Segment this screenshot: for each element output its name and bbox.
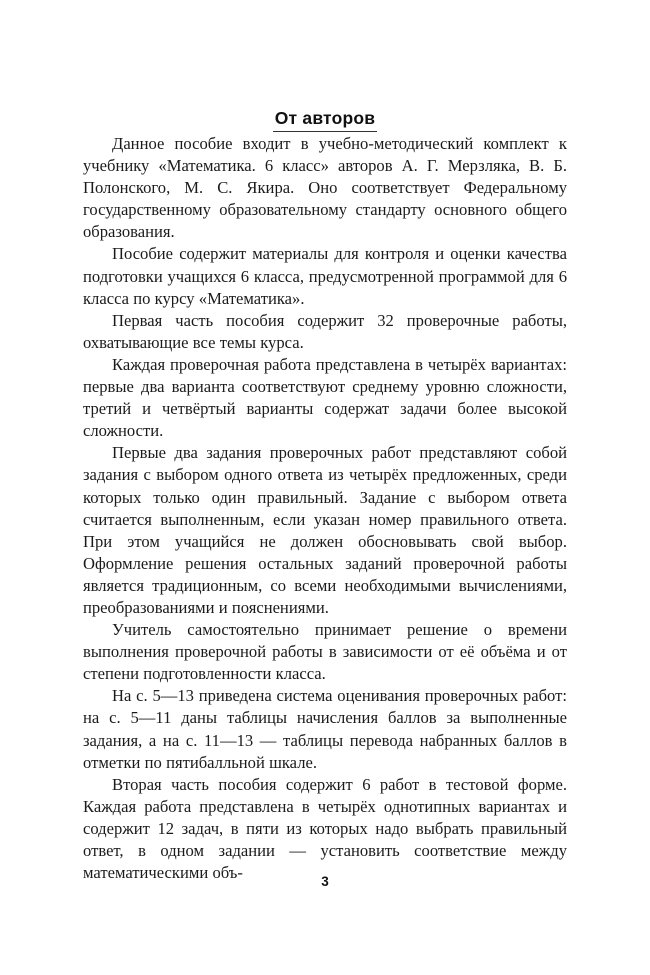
paragraph: На с. 5—13 приведена система оценивания проверочных работ: на с. 5—11 даны таблицы начисления баллов за выполненные задания, а на с. 11—13 — таблицы перевода набранных баллов в отметки по пятибалльной шкале. bbox=[83, 686, 567, 772]
page-title: От авторов bbox=[273, 108, 377, 132]
paragraph: Данное пособие входит в учебно-методический комплект к учебнику «Математика. 6 класс» авторов А. Г. Мерзляка, В. Б. Полонского, М. С. Якира. Оно соответствует Федеральному государственному образовательному стандарту основного общего образования. bbox=[83, 134, 567, 242]
paragraph: Каждая проверочная работа представлена в четырёх вариантах: первые два варианта соответствуют среднему уровню сложности, третий и четвёртый варианты содержат задачи более высокой сложности. bbox=[83, 354, 567, 441]
paragraph: Вторая часть пособия содержит 6 работ в тестовой форме. Каждая работа представлена в четырёх однотипных вариантах и содержит 12 задач, в пяти из которых надо выбрать правильный ответ, в одном задании — установить соответствие между математическими объ- bbox=[83, 774, 567, 883]
body-text-column bbox=[83, 133, 567, 884]
paragraph: Пособие содержит материалы для контроля и оценки качества подготовки учащихся 6 класса, предусмотренной программой для 6 класса по курсу «Математика». bbox=[83, 244, 567, 308]
paragraph: Учитель самостоятельно принимает решение о времени выполнения проверочной работы в зависимости от её объёма и от степени подготовленности класса. bbox=[83, 620, 567, 684]
page-number-folio bbox=[0, 874, 650, 889]
paragraph: Первая часть пособия содержит 32 проверочные работы, охватывающие все темы курса. bbox=[83, 310, 567, 352]
paragraph: Первые два задания проверочных работ представляют собой задания с выбором одного ответа из четырёх предложенных, среди которых только один правильный. Задание с выбором ответа считается выполненным, если указан номер правильного ответа. При этом учащийся не должен обосновывать свой выбор. Оформление решения остальных заданий проверочной работы является традиционным, со всеми необходимыми вычислениями, преобразованиями и пояснениями. bbox=[83, 443, 567, 617]
page-number: 3 bbox=[321, 874, 329, 889]
